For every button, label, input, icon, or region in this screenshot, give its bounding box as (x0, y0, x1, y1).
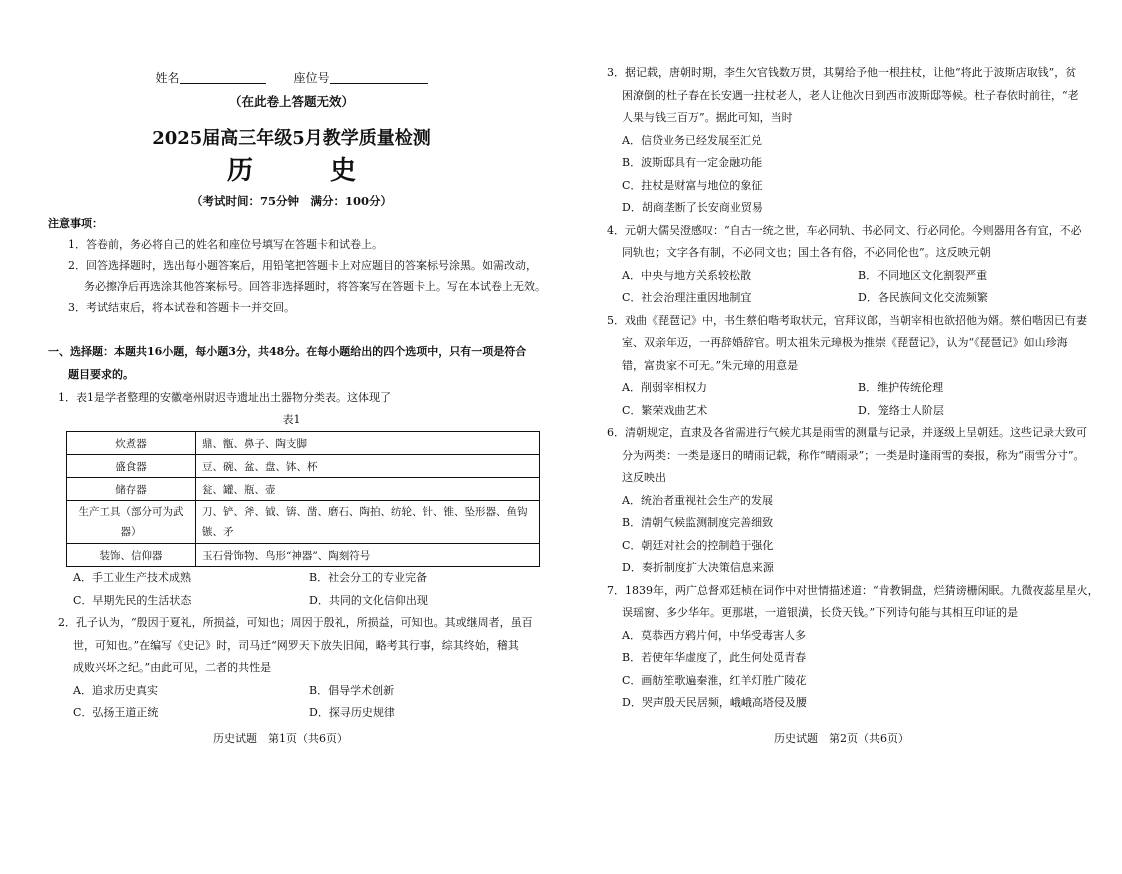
table-cell-items: 玉石骨饰物、鸟形“神器”、陶刻符号 (196, 544, 540, 567)
option-a: A．手工业生产技术成熟 (73, 571, 191, 584)
page-footer: 历史试题 第2页（共6页） (774, 732, 909, 745)
question-2-stem: 成败兴坏之纪。”由此可见，二者的共性是 (73, 661, 272, 674)
table-cell-category: 装饰、信仰器 (67, 544, 196, 567)
table-cell-category: 生产工具（部分可为武器） (67, 501, 196, 544)
option-d: D．探寻历史规律 (309, 706, 395, 719)
question-1-options-row (48, 567, 535, 590)
table-row (67, 478, 540, 501)
question-5-stem: 错，富贵家不可无。”朱元璋的用意是 (622, 358, 799, 372)
option-c: C．弘扬王道正统 (73, 706, 159, 719)
time-info: （考试时间：75分钟 满分：100分） (190, 194, 392, 208)
question-2-options-row (48, 702, 535, 725)
option-d: D．共同的文化信仰出现 (309, 593, 428, 607)
question-5-options-row (597, 400, 1096, 423)
table-row (67, 501, 540, 544)
table-row (67, 455, 540, 478)
question-1-stem: 1．表1是学者整理的安徽亳州尉迟寺遗址出土器物分类表。这体现了 (58, 390, 391, 404)
question-1-options-row (48, 590, 535, 613)
notice-title: 注意事项： (48, 217, 103, 230)
option-d: D．胡商垄断了长安商业贸易 (622, 201, 763, 214)
table-cell-items: 豆、碗、盆、盘、钵、杯 (196, 455, 540, 478)
option-b: B．不同地区文化割裂严重 (858, 268, 988, 282)
option-b: B．若使年华虚度了，此生何处觅青春 (622, 651, 807, 664)
question-5-stem: 5．戏曲《琵琶记》中，书生蔡伯喈考取状元，官拜议郎，当朝宰相也欲招他为婿。蔡伯喈因已有妻 (607, 313, 1087, 327)
page-footer: 历史试题 第1页（共6页） (213, 732, 348, 745)
notice-item: 2．回答选择题时，选出每小题答案后，用铅笔把答题卡上对应题目的答案标号涂黑。如需改动， (68, 259, 537, 272)
table-cell-category: 盛食器 (67, 455, 196, 478)
name-blank (180, 69, 266, 84)
option-b: B．维护传统伦理 (858, 381, 944, 394)
option-d: D．笼络士人阶层 (858, 403, 944, 417)
invalid-note: （在此卷上答题无效） (228, 94, 354, 109)
question-6-stem: 6．清朝规定，直隶及各省需进行气候尤其是雨雪的测量与记录，并逐级上呈朝廷。这些记录大致可 (607, 426, 1087, 439)
name-label: 姓名 (155, 71, 180, 85)
option-c: C．朝廷对社会的控制趋于强化 (622, 538, 774, 552)
seat-blank (330, 69, 428, 84)
question-2-stem: 2．孔子认为，“殷因于夏礼，所损益，可知也；周因于殷礼，所损益，可知也。其或继周者，虽百 (58, 616, 533, 629)
option-a: A．统治者重视社会生产的发展 (622, 493, 773, 507)
section-heading: 一、选择题：本题共16小题，每小题3分，共48分。在每小题给出的四个选项中，只有一项是符合 (48, 345, 527, 358)
question-4-options-row (597, 265, 1096, 288)
table-cell-category: 炊煮器 (67, 432, 196, 455)
name-seat-line (48, 66, 535, 90)
option-a: A．中央与地方关系较松散 (622, 268, 751, 282)
question-3-stem: 困潦倒的杜子春在长安遇一拄杖老人，老人让他次日到西市波斯邸等候。杜子春依时前往，“老 (622, 88, 1079, 102)
option-c: C．早期先民的生活状态 (73, 593, 192, 607)
question-4-options-row (597, 287, 1096, 310)
section-heading-cont: 题目要求的。 (68, 368, 134, 381)
question-6-stem: 分为两类：一类是逐日的晴雨记载，称作“晴雨录”；一类是时逢雨雪的奏报，称为“雨雪分寸”。 (622, 448, 1085, 462)
table-caption: 表1 (282, 413, 301, 426)
option-a: A．追求历史真实 (73, 683, 158, 697)
table-cell-category: 储存器 (67, 478, 196, 501)
table-cell-items: 刀、铲、斧、钺、锛、凿、磨石、陶拍、纺轮、针、锥、坠形器、鱼钩镞、矛 (196, 501, 540, 544)
table-row (67, 544, 540, 567)
notice-item: 务必擦净后再选涂其他答案标号。回答非选择题时，将答案写在答题卡上。写在本试卷上无效。 (84, 280, 546, 293)
question-4-stem: 同轨也；文字各有制，不必同文也；国土各有俗，不必同伦也”。这反映元朝 (622, 246, 991, 259)
question-5-options-row (597, 377, 1096, 400)
table-row (67, 432, 540, 455)
exam-title: 2025届高三年级5月教学质量检测 (152, 128, 431, 149)
option-b: B．社会分工的专业完备 (309, 571, 428, 584)
option-c: C．繁荣戏曲艺术 (622, 403, 708, 417)
question-5-stem: 室、双亲年迈，一再辞婚辞官。明太祖朱元璋极为推崇《琵琶记》，认为“《琵琶记》如山珍海 (622, 336, 1068, 349)
option-c: C．画舫笙歌遍秦淮，红羊灯胜广陵花 (622, 673, 807, 687)
notice-item: 3．考试结束后，将本试卷和答题卡一并交回。 (68, 301, 295, 314)
option-c: C．社会治理注重因地制宜 (622, 291, 752, 304)
option-c: C．拄杖是财富与地位的象征 (622, 178, 763, 192)
option-d: D．哭声殷天民居频，峨峨高塔侵及腰 (622, 696, 807, 709)
option-b: B．清朝气候监测制度完善细致 (622, 516, 774, 529)
option-d: D．奏折制度扩大决策信息来源 (622, 561, 774, 574)
table-cell-items: 瓮、罐、瓶、壶 (196, 478, 540, 501)
exam-page-2 (561, 0, 1122, 874)
question-3-stem: 人果与钱三百万”。据此可知，当时 (622, 111, 793, 124)
seat-label: 座位号 (293, 71, 330, 85)
question-7-stem: 7．1839年，两广总督邓廷桢在词作中对世情描述道：“肯教铜盘，烂猜谤栅闲眠。九微夜蕊星星火， (607, 583, 1099, 597)
option-a: A．削弱宰相权力 (622, 381, 707, 394)
table-cell-items: 鼎、甑、鼻子、陶支脚 (196, 432, 540, 455)
option-a: A．莫恭西方鸦片何，中华受毒害人多 (622, 628, 806, 642)
question-7-stem: 误瑶窗、多少华年。更那堪，一道银潢，长贷天钱。”下列诗句能与其相互印证的是 (622, 606, 1019, 619)
option-d: D．各民族间文化交流频繁 (858, 291, 988, 304)
subject-title: 历 史 (226, 156, 391, 186)
option-b: B．波斯邸具有一定金融功能 (622, 156, 763, 169)
notice-item: 1．答卷前，务必将自己的姓名和座位号填写在答题卡和试卷上。 (68, 238, 383, 251)
question-3-stem: 3．据记载，唐朝时期，李生欠官钱数万贯，其舅给予他一根拄杖，让他“将此于波斯店取钱”，贫 (607, 66, 1077, 79)
question-6-stem: 这反映出 (622, 471, 666, 484)
artifact-table (66, 431, 540, 567)
question-4-stem: 4．元朝大儒吴澄感叹：“自古一统之世，车必同轨、书必同文、行必同伦。今则器用各有宜，不必 (607, 223, 1082, 237)
question-2-stem: 世，可知也。”在编写《史记》时，司马迁“网罗天下放失旧闻，略考其行事，综其终始，稽其 (73, 638, 519, 652)
option-b: B．倡导学术创新 (309, 683, 395, 697)
question-2-options-row (48, 680, 535, 703)
option-a: A．信贷业务已经发展至汇兑 (622, 133, 762, 147)
